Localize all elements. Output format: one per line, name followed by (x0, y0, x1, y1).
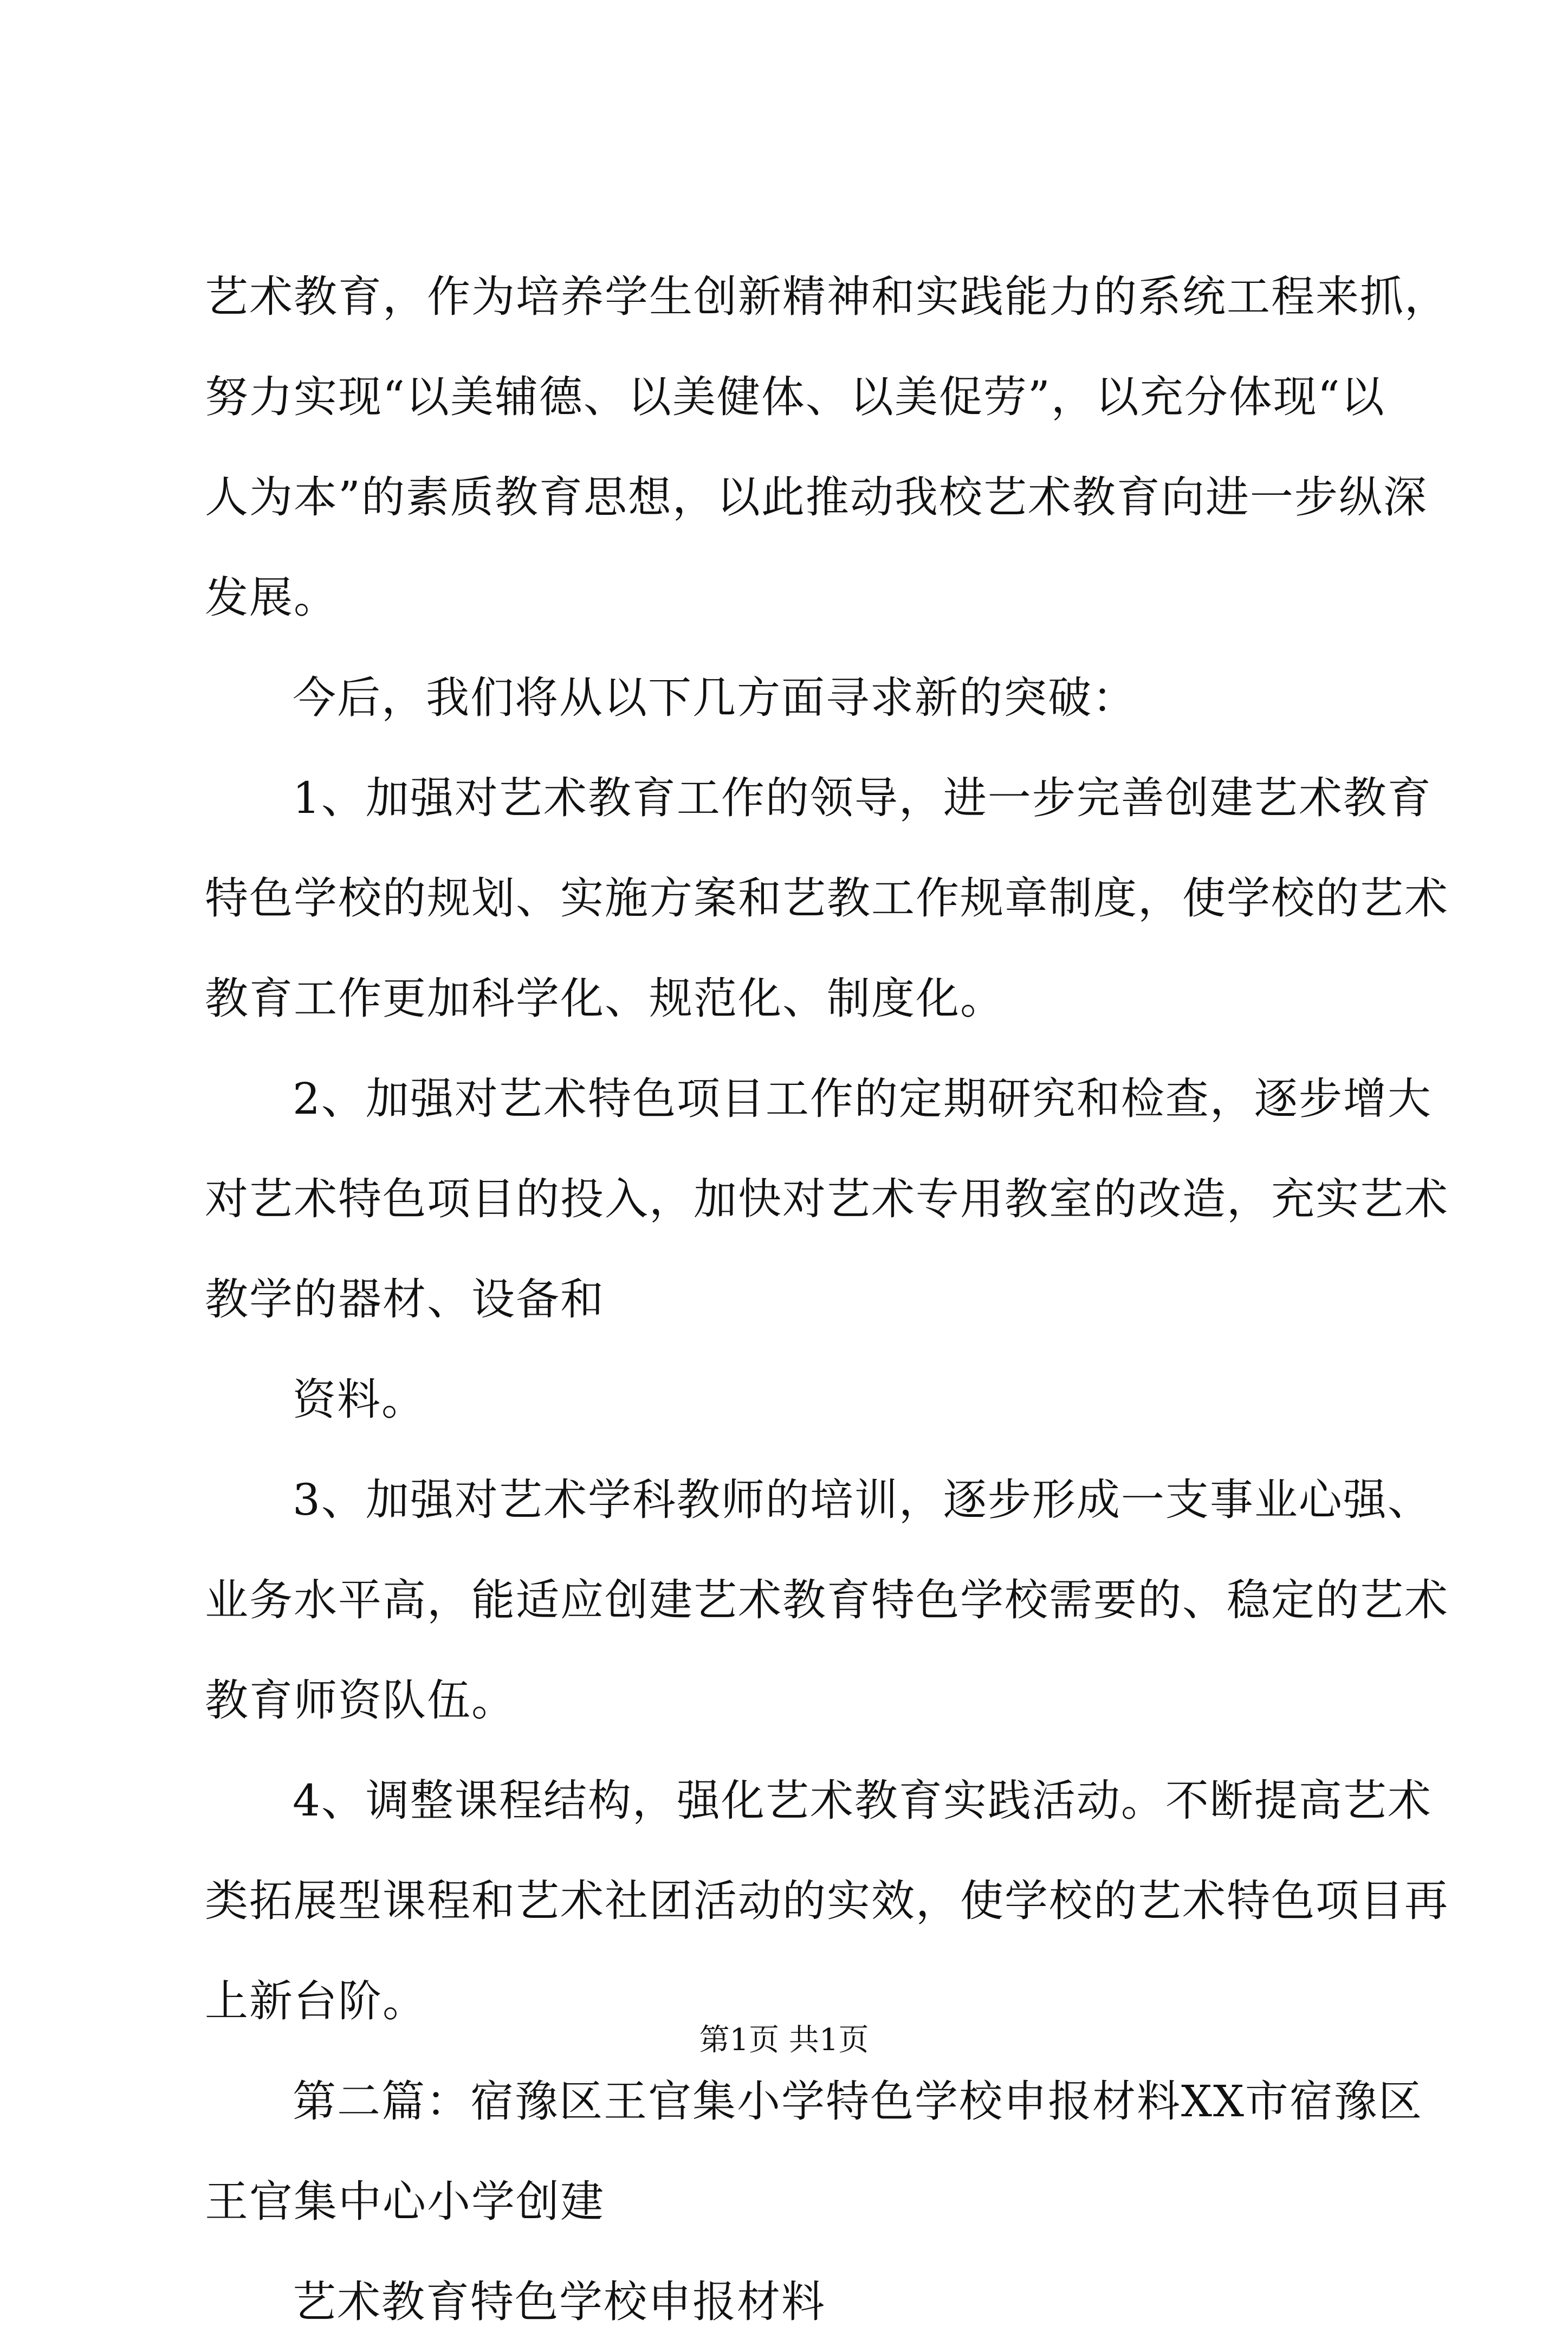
text-line: 人为本”的素质教育思想，以此推动我校艺术教育向进一步纵深 (205, 472, 1428, 522)
text-line: 1、加强对艺术教育工作的领导，进一步完善创建艺术教育 (293, 773, 1432, 823)
text-line: 第二篇：宿豫区王官集小学特色学校申报材料XX市宿豫区 (293, 2076, 1423, 2127)
text-line: 上新台阶。 (205, 1976, 427, 2026)
text-line: 2、加强对艺术特色项目工作的定期研究和检查，逐步增大 (293, 1074, 1432, 1124)
text-line: 发展。 (205, 572, 338, 623)
text-line: 今后，我们将从以下几方面寻求新的突破： (293, 673, 1137, 723)
text-line: 资料。 (293, 1374, 426, 1425)
text-line: 类拓展型课程和艺术社团活动的实效，使学校的艺术特色项目再 (205, 1876, 1449, 1926)
text-line: 艺术教育，作为培养学生创新精神和实践能力的系统工程来抓， (205, 272, 1449, 322)
text-line: 教学的器材、设备和 (205, 1274, 605, 1324)
text-line: 努力实现“以美辅德、以美健体、以美促劳”，以充分体现“以 (205, 372, 1385, 422)
text-line: 艺术教育特色学校申报材料 (293, 2277, 826, 2327)
text-line: 对艺术特色项目的投入，加快对艺术专用教室的改造，充实艺术 (205, 1174, 1449, 1224)
text-line: 教育工作更加科学化、规范化、制度化。 (205, 973, 1005, 1024)
text-line: 王官集中心小学创建 (205, 2176, 605, 2227)
text-line: 4、调整课程结构，强化艺术教育实践活动。不断提高艺术 (293, 1775, 1432, 1826)
text-line: 教育师资队伍。 (205, 1675, 516, 1726)
text-line: 业务水平高，能适应创建艺术教育特色学校需要的、稳定的艺术 (205, 1575, 1449, 1625)
text-line: 3、加强对艺术学科教师的培训，逐步形成一支事业心强、 (293, 1475, 1432, 1525)
page-footer: 第1页 共1页 (699, 2023, 869, 2058)
text-line: 特色学校的规划、实施方案和艺教工作规章制度，使学校的艺术 (205, 873, 1449, 923)
